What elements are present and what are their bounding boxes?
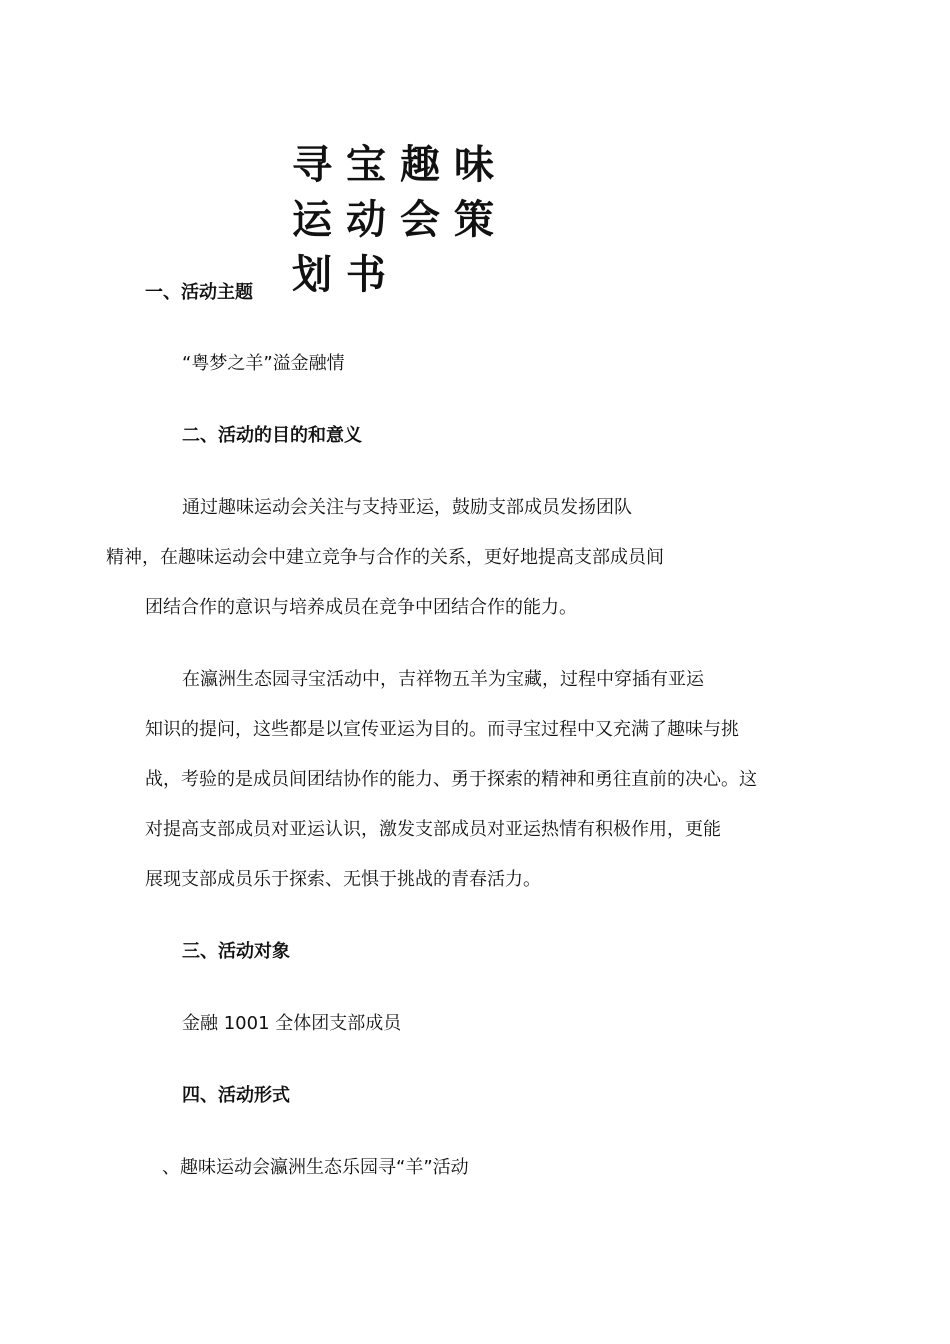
purpose-line: 对提高支部成员对亚运认识，激发支部成员对亚运热情有积极作用，更能 [145,819,721,840]
audience-text: 金融 1001 全体团支部成员 [182,1013,402,1034]
document-title: 寻宝趣味运动会策划书 [292,142,508,298]
format-text: 、趣味运动会瀛洲生态乐园寻“羊”活动 [162,1157,469,1178]
purpose-line: 精神，在趣味运动会中建立竞争与合作的关系，更好地提高支部成员间 [106,547,664,568]
theme-text: “粤梦之羊”溢金融情 [182,353,345,374]
section-heading-audience: 三、活动对象 [182,941,290,962]
purpose-line: 在瀛洲生态园寻宝活动中，吉祥物五羊为宝藏，过程中穿插有亚运 [182,669,704,690]
section-heading-theme: 一、活动主题 [145,282,253,303]
section-heading-purpose: 二、活动的目的和意义 [182,425,362,446]
purpose-line: 战，考验的是成员间团结协作的能力、勇于探索的精神和勇往直前的决心。这 [145,769,757,790]
purpose-line: 知识的提问，这些都是以宣传亚运为目的。而寻宝过程中又充满了趣味与挑 [145,719,739,740]
purpose-line: 通过趣味运动会关注与支持亚运，鼓励支部成员发扬团队 [182,497,632,518]
section-heading-format: 四、活动形式 [182,1085,290,1106]
purpose-line: 展现支部成员乐于探索、无惧于挑战的青春活力。 [145,869,541,890]
purpose-line: 团结合作的意识与培养成员在竞争中团结合作的能力。 [145,597,577,618]
